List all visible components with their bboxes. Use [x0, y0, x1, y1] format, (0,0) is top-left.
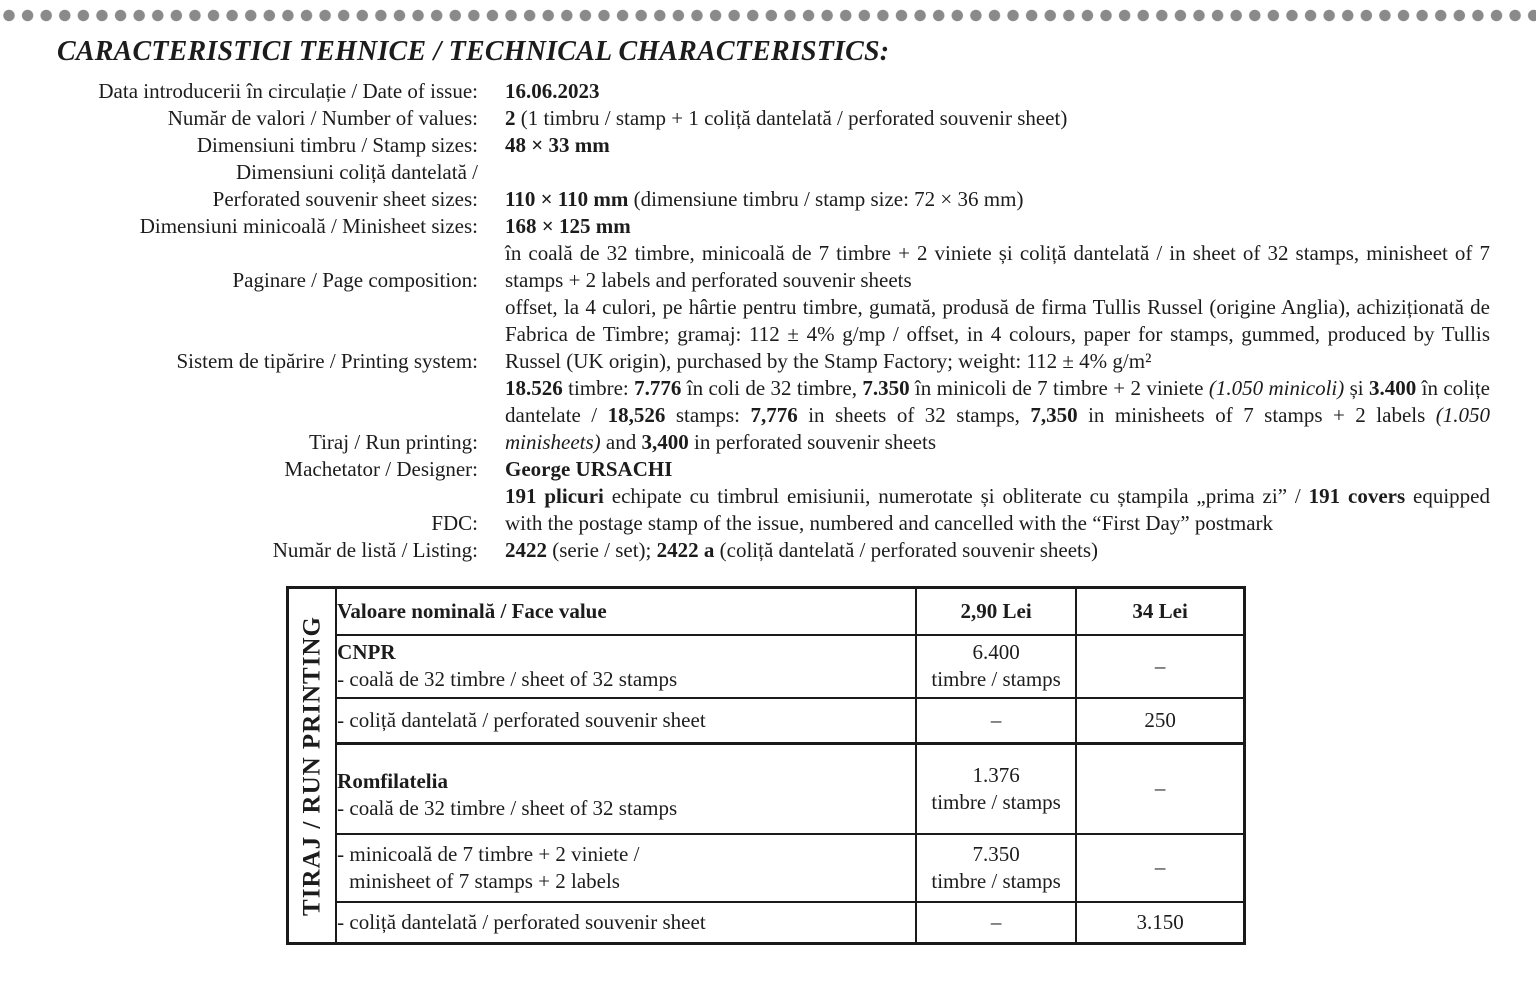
spec-value-segment: stamps: [665, 403, 751, 427]
spec-value-segment: offset, la 4 culori, pe hârtie pentru timbre, gumată, produsă de firma Tullis Russel (origine Anglia), achiziționată de Fabrica de Timbre; gramaj: 112 ± 4% g/mp / offset, in 4 colours, paper for stamps, gummed, produced by Tullis Russel (UK origin), purchased by the Stamp Factory; weight: 112 ± 4% g/m² [505, 295, 1490, 373]
table-qty-cell: – [1076, 744, 1244, 834]
table-desc-cell [336, 744, 916, 834]
spec-value [505, 78, 1490, 105]
spec-row-fdc [0, 483, 1500, 537]
table-row-name: Romfilatelia [337, 768, 448, 793]
spec-value-segment: 168 × 125 mm [505, 214, 631, 238]
spec-row-souvenir-sheet-sizes [0, 186, 1500, 213]
spec-value-segment: 7.350 [862, 376, 910, 400]
spec-label: FDC: [431, 511, 478, 535]
spec-row-listing [0, 537, 1500, 564]
spec-value [505, 483, 1490, 537]
table-header-face-value: Valoare nominală / Face value [336, 588, 916, 635]
table-side-cell [288, 588, 337, 944]
table-row-cnpr-sheet [288, 635, 1245, 698]
table-qty-cell: – [916, 902, 1076, 944]
spec-value-segment: George URSACHI [505, 457, 673, 481]
spec-value [505, 132, 1490, 159]
table-qty-cell: – [1076, 834, 1244, 902]
table-row-desc: - minicoală de 7 timbre + 2 viniete / [337, 841, 640, 866]
spec-value-segment: 191 plicuri [505, 484, 604, 508]
spec-value-segment: 191 covers [1308, 484, 1406, 508]
run-printing-table [286, 586, 1246, 945]
spec-value-segment: in sheets of 32 stamps, [797, 403, 1031, 427]
table-desc-cell: - coliță dantelată / perforated souvenir sheet [336, 698, 916, 744]
spec-label: Data introducerii în circulație / Date of issue: [98, 79, 478, 103]
dotted-border [0, 9, 1536, 22]
table-qty-unit: timbre / stamps [931, 789, 1061, 814]
spec-value-segment: (1.050 minicoli) [1208, 376, 1345, 400]
spec-value-segment: 3,400 [641, 430, 689, 454]
table-qty: 6.400 [972, 640, 1020, 664]
table-header-34lei: 34 Lei [1076, 588, 1244, 635]
spec-row-designer [0, 456, 1500, 483]
table-qty-cell: 250 [1076, 698, 1244, 744]
spec-value-segment: în colițe dantelate / [505, 376, 1490, 427]
spec-value-segment: 18.526 [505, 376, 563, 400]
spec-value-segment: timbre: [562, 376, 635, 400]
table-qty-cell: – [916, 698, 1076, 744]
spec-value-segment: (dimensiune timbru / stamp size: 72 × 36 mm) [628, 187, 1024, 211]
spec-row-printing-system [0, 294, 1500, 375]
spec-value-segment: în minicoli de 7 timbre + 2 viniete [909, 376, 1209, 400]
spec-value [505, 240, 1490, 294]
spec-value [505, 537, 1490, 564]
spec-row-page-composition [0, 240, 1500, 294]
page-title: CARACTERISTICI TEHNICE / TECHNICAL CHARACTERISTICS: [57, 36, 890, 67]
table-row-name: CNPR [337, 640, 396, 664]
table-desc-cell: - coliță dantelată / perforated souvenir sheet [336, 902, 916, 944]
spec-value-segment: (serie / set); [547, 538, 657, 562]
spec-row-number-of-values [0, 105, 1500, 132]
spec-value-segment: in minisheets of 7 stamps + 2 labels [1077, 403, 1436, 427]
spec-value [505, 375, 1490, 456]
spec-value-segment: 16.06.2023 [505, 79, 600, 103]
spec-value-segment: 48 × 33 mm [505, 133, 610, 157]
spec-value-segment: (1.050 minisheets) [505, 403, 1491, 454]
spec-value-segment: echipate cu timbrul emisiunii, numerotate și obliterate cu ștampila „prima zi” / [603, 484, 1309, 508]
spec-value-segment: 7,350 [1030, 403, 1078, 427]
spec-label: Machetator / Designer: [284, 457, 478, 481]
table-qty-unit: timbre / stamps [931, 667, 1061, 691]
spec-value [505, 186, 1490, 213]
spec-label: Sistem de tipărire / Printing system: [176, 349, 478, 373]
table-qty-unit: timbre / stamps [931, 868, 1061, 893]
spec-value-segment: (coliță dantelată / perforated souvenir sheets) [714, 538, 1099, 562]
table-desc-cell [336, 635, 916, 698]
spec-value-segment: 110 × 110 mm [505, 187, 629, 211]
spec-label: Dimensiuni coliță dantelată / [235, 160, 478, 184]
spec-row-minisheet-sizes [0, 213, 1500, 240]
spec-value-segment: 2422 [505, 538, 547, 562]
table-row-minisheet [288, 834, 1245, 902]
technical-characteristics-list [0, 78, 1500, 564]
spec-row-date-of-issue [0, 78, 1500, 105]
table-desc-cell [336, 834, 916, 902]
table-side-label: TIRAJ / RUN PRINTING [298, 615, 326, 916]
table-qty-cell: 3.150 [1076, 902, 1244, 944]
table-header-290lei: 2,90 Lei [916, 588, 1076, 635]
spec-label: Tiraj / Run printing: [309, 430, 478, 454]
spec-value [505, 105, 1490, 132]
spec-value-segment: 7,776 [750, 403, 798, 427]
spec-label: Număr de valori / Number of values: [167, 106, 478, 130]
table-qty-cell [916, 834, 1076, 902]
table-qty: 7.350 [972, 841, 1020, 866]
table-row-romfilatelia-sheet [288, 744, 1245, 834]
table-row-desc: - coală de 32 timbre / sheet of 32 stamps [337, 795, 678, 820]
spec-value [505, 294, 1490, 375]
spec-value-segment: în coli de 32 timbre, [681, 376, 863, 400]
spec-value [505, 456, 1490, 483]
spec-value-segment: 2422 a [656, 538, 715, 562]
spec-label: Dimensiuni timbru / Stamp sizes: [196, 133, 478, 157]
spec-value-segment: equipped with the postage stamp of the issue, numbered and cancelled with the “First Day” postmark [505, 484, 1490, 535]
spec-value-segment: 18,526 [607, 403, 666, 427]
table-row-desc: - coală de 32 timbre / sheet of 32 stamps [337, 667, 678, 691]
spec-value-segment: și [1344, 376, 1370, 400]
table-row-desc-line2: minisheet of 7 stamps + 2 labels [349, 868, 620, 893]
run-printing-table-wrap [286, 586, 1246, 945]
table-row-souvenir-sheet [288, 902, 1245, 944]
table-qty: 1.376 [972, 762, 1020, 787]
spec-label: Număr de listă / Listing: [272, 538, 478, 562]
spec-value-segment: 3.400 [1369, 376, 1417, 400]
spec-row-stamp-sizes [0, 132, 1500, 159]
spec-value [505, 213, 1490, 240]
table-qty-cell [916, 744, 1076, 834]
spec-value-segment: 7.776 [634, 376, 682, 400]
table-qty-cell: – [1076, 635, 1244, 698]
table-qty-cell [916, 635, 1076, 698]
table-row-cnpr-souvenir-sheet [288, 698, 1245, 744]
spec-value-segment: în coală de 32 timbre, minicoală de 7 timbre + 2 viniete și coliță dantelată / in sheet of 32 stamps, minisheet of 7 stamps + 2 labels and perforated souvenir sheets [505, 241, 1490, 292]
spec-row-souvenir-sheet-label-ro [0, 159, 1500, 186]
spec-value-segment: 2 [505, 106, 516, 130]
spec-label: Dimensiuni minicoală / Minisheet sizes: [139, 214, 478, 238]
spec-label: Perforated souvenir sheet sizes: [212, 187, 478, 211]
spec-label: Paginare / Page composition: [232, 268, 478, 292]
spec-row-run-printing [0, 375, 1500, 456]
spec-value-segment: in perforated souvenir sheets [688, 430, 936, 454]
table-header-row [288, 588, 1245, 635]
spec-value-segment: and [600, 430, 642, 454]
spec-value-segment: (1 timbru / stamp + 1 coliță dantelată / perforated souvenir sheet) [515, 106, 1068, 130]
